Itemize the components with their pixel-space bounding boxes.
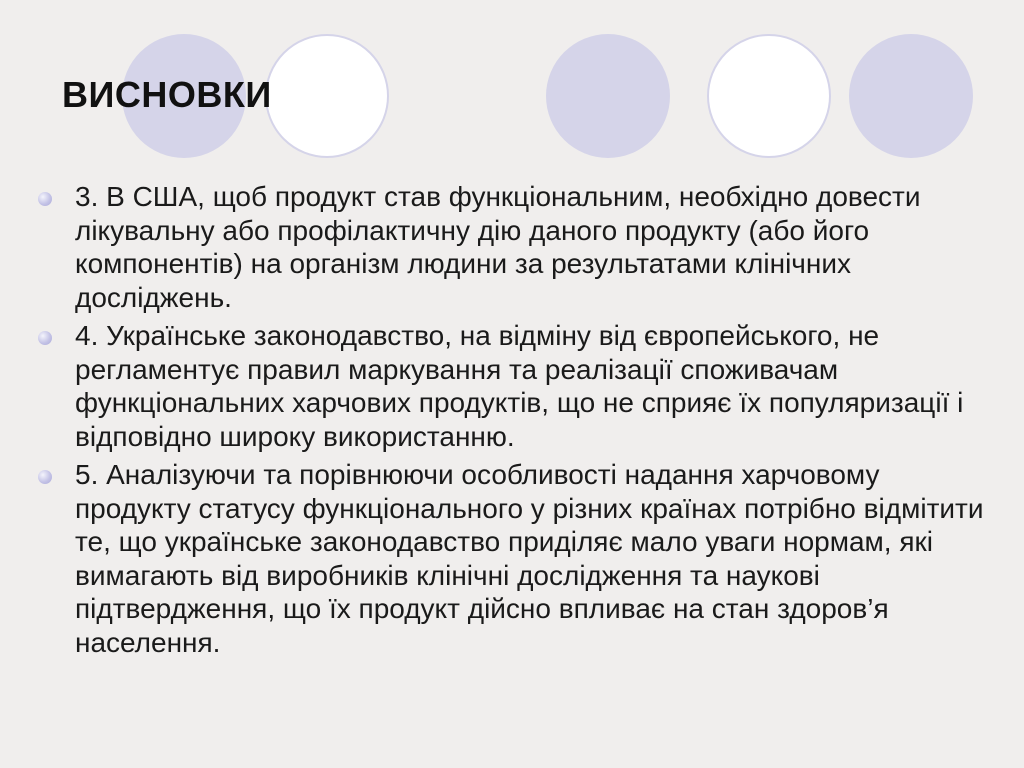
slide-title: ВИСНОВКИ [62, 74, 272, 115]
bullet-icon [38, 470, 52, 484]
bullet-icon [38, 331, 52, 345]
bullet-icon [38, 192, 52, 206]
decorative-circle-outline [265, 34, 389, 158]
bullet-item [38, 180, 988, 314]
bullet-text: 4. Українське законодавство, на відміну від європейського, не регламентує правил маркування та реалізації споживачам функціональних харчових продуктів, що не сприяє їх популяризації і відповідно широку використанню. [75, 320, 964, 452]
bullet-list [38, 180, 988, 664]
bullet-item [38, 458, 988, 659]
decorative-circle-filled [546, 34, 670, 158]
decorative-circle-filled [849, 34, 973, 158]
decorative-circle-outline [707, 34, 831, 158]
bullet-text: 3. В США, щоб продукт став функціональним, необхідно довести лікувальну або профілактичну дію даного продукту (або його компонентів) на організм людини за результатами клінічних досліджень. [75, 181, 921, 313]
bullet-text: 5. Аналізуючи та порівнюючи особливості надання харчовому продукту статусу функціонального у різних країнах потрібно відмітити те, що українське законодавство приділяє мало уваги нормам, які вимагають від виробників клінічні дослідження та наукові підтвердження, що їх продукт дійсно впливає на стан здоров’я населення. [75, 459, 984, 658]
bullet-item [38, 319, 988, 453]
